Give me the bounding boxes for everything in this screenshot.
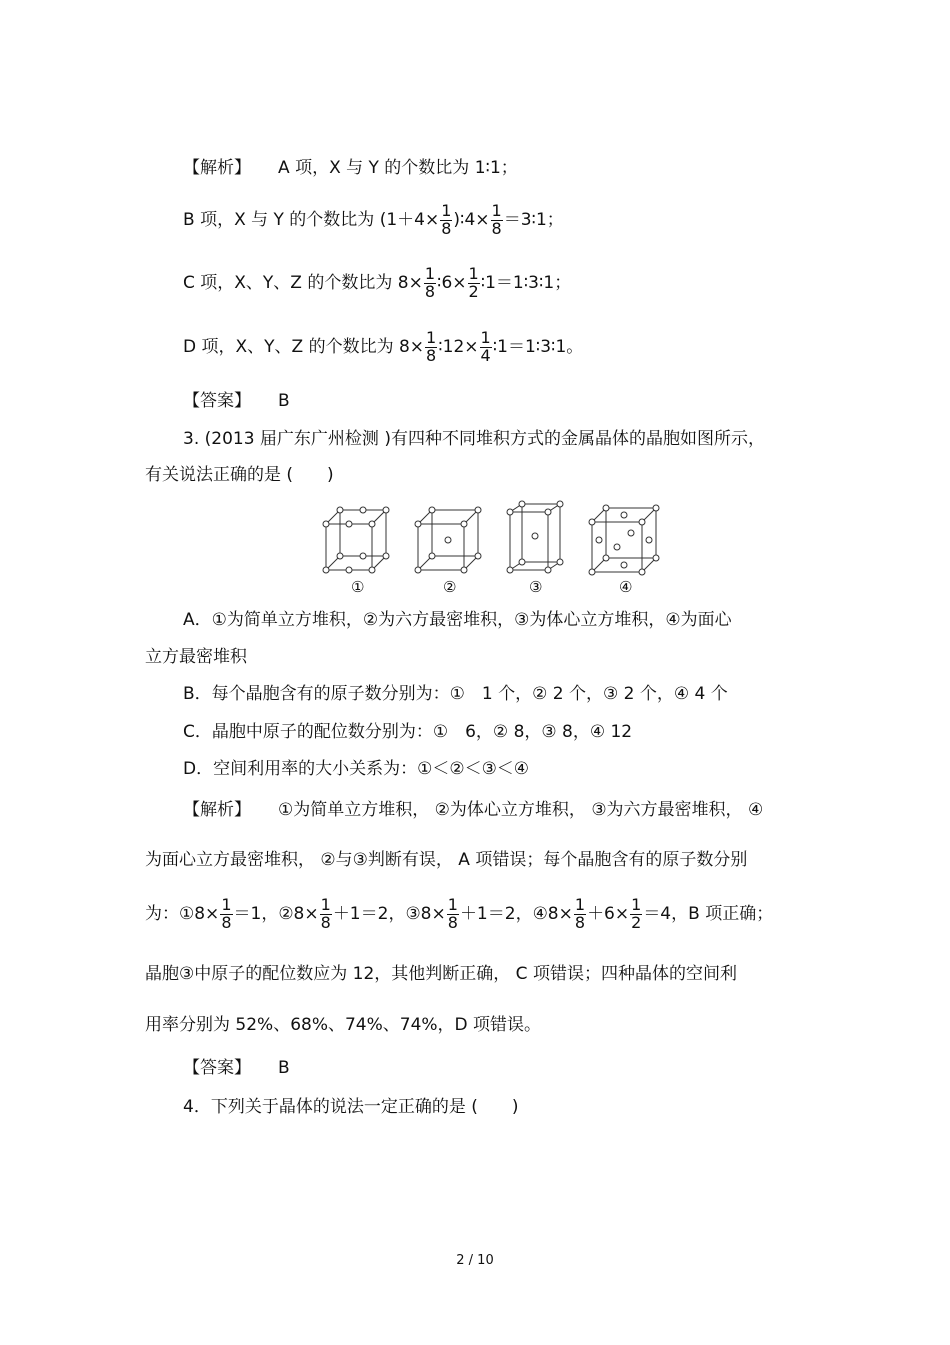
fraction-denominator: 8 [426, 345, 437, 365]
answer2-line [183, 1060, 290, 1077]
fraction-numerator: 1 [447, 895, 458, 914]
fraction-one-eighth [220, 897, 232, 932]
text-segment: C 项，X、Y、Z 的个数比为 8× [183, 272, 423, 293]
text-segment: ＋1＝2，③8× [332, 903, 446, 924]
text-segment: D 项，X、Y、Z 的个数比为 8× [183, 336, 425, 357]
answer-value: B [278, 391, 290, 411]
q3-option-a-line1: A．①为简单立方堆积，②为六方最密堆积，③为体心立方堆积，④为面心 [183, 610, 732, 630]
answer-label: 【答案】 [183, 391, 251, 411]
text-segment: ∶1＝1∶3∶1； [480, 272, 572, 293]
analysis2-line1 [183, 802, 763, 819]
fraction-numerator: 1 [468, 264, 479, 283]
q4-stem: 4．下列关于晶体的说法一定正确的是 ( ) [183, 1097, 519, 1117]
fraction-one-half [630, 897, 642, 932]
q3-stem-line1: 3. (2013 届广东广州检测 )有四种不同堆积方式的金属晶体的晶胞如图所示， [183, 429, 765, 449]
fraction-denominator: 8 [441, 218, 452, 238]
fraction-denominator: 2 [468, 281, 479, 301]
analysis2-line5: 用率分别为 52%、68%、74%、74%，D 项错误。 [145, 1015, 542, 1035]
fraction-one-eighth [424, 266, 436, 301]
answer-value: B [278, 1058, 290, 1078]
fraction-denominator: 8 [221, 912, 232, 932]
analysis1-line-a [183, 160, 518, 177]
fraction-denominator: 2 [631, 912, 642, 932]
q3-option-d: D．空间利用率的大小关系为：①＜②＜③＜④ [183, 759, 530, 779]
fraction-numerator: 1 [426, 328, 437, 347]
fraction-numerator: 1 [491, 201, 502, 220]
text-segment: )∶4× [453, 209, 490, 230]
text-segment: ＋1＝2，④8× [459, 903, 573, 924]
fraction-one-eighth [320, 897, 332, 932]
text-segment: B 项，X 与 Y 的个数比为 (1＋4× [183, 209, 440, 230]
unit-cell-body-centered [415, 507, 481, 573]
crystal-cells-figure [318, 500, 668, 596]
fraction-one-eighth [574, 897, 586, 932]
analysis2-line4: 晶胞③中原子的配位数应为 12，其他判断正确， C 项错误；四种晶体的空间利 [145, 964, 737, 984]
analysis-label: 【解析】 [183, 158, 251, 178]
analysis1-line-b [183, 203, 564, 238]
fraction-one-eighth [440, 203, 452, 238]
fraction-denominator: 8 [491, 218, 502, 238]
text-segment: ∶12× [438, 336, 479, 357]
text-segment: ＝1，②8× [233, 903, 319, 924]
unit-cell-simple-cubic [323, 507, 389, 573]
text-segment: ∶6× [437, 272, 467, 293]
figure-label-2: ② [443, 578, 457, 596]
analysis-text: A 项，X 与 Y 的个数比为 1∶1； [278, 158, 518, 178]
fraction-one-eighth [447, 897, 459, 932]
analysis1-line-d [183, 330, 583, 365]
analysis-text: ①为简单立方堆积， ②为体心立方堆积， ③为六方最密堆积， ④ [278, 800, 764, 820]
text-segment: ＝4，B 项正确； [643, 903, 774, 924]
text-segment: 为：①8× [145, 903, 220, 924]
fraction-numerator: 1 [631, 895, 642, 914]
fraction-denominator: 4 [480, 345, 491, 365]
analysis2-line3 [145, 897, 773, 932]
fraction-denominator: 8 [320, 912, 331, 932]
answer-label: 【答案】 [183, 1058, 251, 1078]
fraction-one-quarter [480, 330, 492, 365]
fraction-numerator: 1 [441, 201, 452, 220]
fraction-numerator: 1 [320, 895, 331, 914]
fraction-one-eighth [491, 203, 503, 238]
figure-label-3: ③ [529, 578, 543, 596]
analysis1-line-c [183, 266, 571, 301]
fraction-one-eighth [425, 330, 437, 365]
analysis2-line2: 为面心立方最密堆积， ②与③判断有误， A 项错误；每个晶胞含有的原子数分别 [145, 850, 748, 870]
analysis-label: 【解析】 [183, 800, 251, 820]
fraction-numerator: 1 [424, 264, 436, 283]
q3-option-b: B．每个晶胞含有的原子数分别为：① 1 个，② 2 个，③ 2 个，④ 4 个 [183, 684, 728, 704]
text-segment: ＋6× [587, 903, 630, 924]
text-segment: ＝3∶1； [503, 209, 564, 230]
fraction-numerator: 1 [574, 895, 586, 914]
page-number: 2 / 10 [456, 1253, 494, 1268]
q3-option-a-line2: 立方最密堆积 [145, 647, 247, 667]
q3-stem-line2: 有关说法正确的是 ( ) [145, 465, 334, 485]
fraction-numerator: 1 [480, 328, 491, 347]
q3-option-c: C．晶胞中原子的配位数分别为：① 6，② 8，③ 8，④ 12 [183, 722, 633, 742]
text-segment: ∶1＝1∶3∶1。 [492, 336, 584, 357]
fraction-one-half [468, 266, 480, 301]
figure-label-4: ④ [619, 578, 633, 596]
fraction-numerator: 1 [221, 895, 232, 914]
unit-cell-hexagonal [507, 501, 563, 573]
fraction-denominator: 8 [574, 912, 586, 932]
unit-cell-face-centered [589, 505, 659, 575]
fraction-denominator: 8 [424, 281, 436, 301]
unit-cells-svg [318, 500, 668, 580]
answer1-line [183, 393, 290, 410]
figure-label-1: ① [351, 578, 365, 596]
fraction-denominator: 8 [447, 912, 458, 932]
